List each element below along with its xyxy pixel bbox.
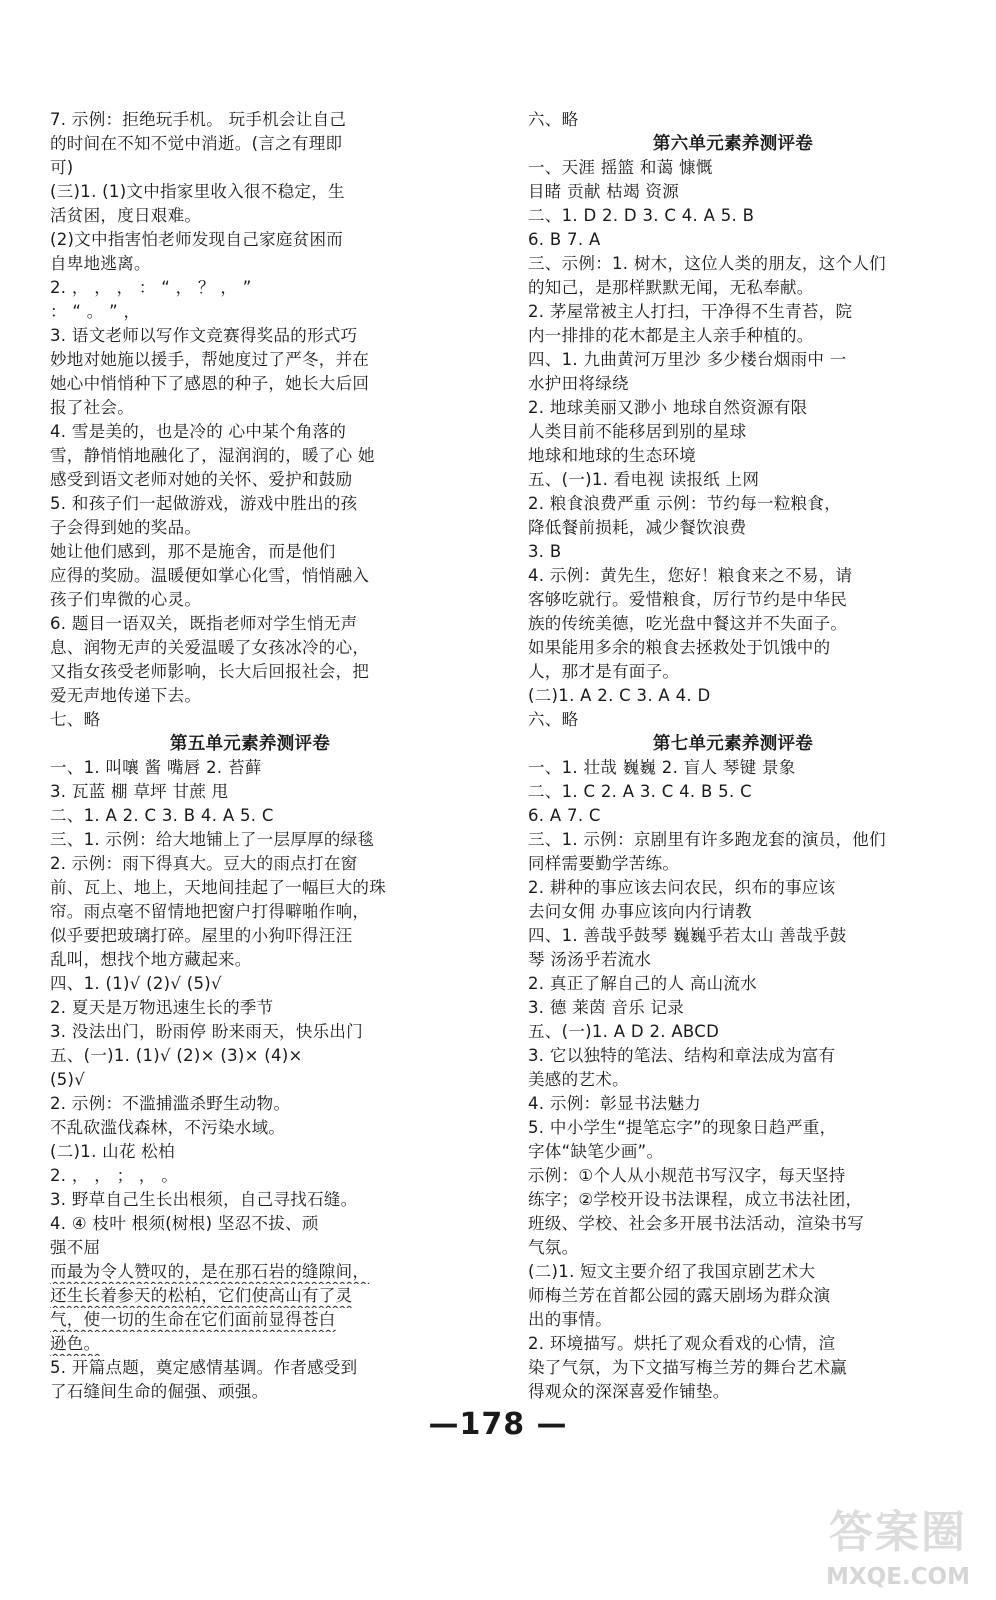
answer-line: 爱无声地传递下去。 bbox=[50, 686, 202, 705]
answer-line: 报了社会。 bbox=[50, 398, 134, 417]
answer-line: 似乎要把玻璃打碎。屋里的小狗吓得汪汪 bbox=[50, 926, 353, 945]
answer-line: (二)1. A 2. C 3. A 4. D bbox=[528, 686, 711, 705]
answer-line: 6. 题目一语双关，既指老师对学生悄无声 bbox=[50, 614, 358, 633]
answer-line: 2. 茅屋常被主人打扫，干净得不生青苔，院 bbox=[528, 302, 853, 321]
answer-line: 同样需要勤学苦练。 bbox=[528, 854, 680, 873]
answer-line: 二、1. D 2. D 3. C 4. A 5. B bbox=[528, 206, 755, 225]
answer-line: 降低餐前损耗，减少餐饮浪费 bbox=[528, 518, 747, 537]
answer-line: 她让他们感到，那不是施舍，而是他们 bbox=[50, 542, 336, 561]
answer-line: 二、1. A 2. C 3. B 4. A 5. C bbox=[50, 806, 274, 825]
answer-line: (二)1. 山花 松柏 bbox=[50, 1142, 175, 1161]
answer-line: 四、1. 九曲黄河万里沙 多少楼台烟雨中 一 bbox=[528, 350, 847, 369]
answer-line: 水护田将绿绕 bbox=[528, 374, 629, 393]
answer-line: 子会得到她的奖品。 bbox=[50, 518, 202, 537]
answer-line: 客够吃就行。爱惜粮食，厉行节约是中华民 bbox=[528, 590, 848, 609]
underlined-quote-line: 而最为令人赞叹的，是在那石岩的缝隙间， bbox=[50, 1262, 370, 1281]
answer-line: 染了气氛，为下文描写梅兰芳的舞台艺术赢 bbox=[528, 1358, 848, 1377]
answer-line: 乱叫，想找个地方藏起来。 bbox=[50, 950, 252, 969]
page-number: —178 — bbox=[428, 1407, 568, 1442]
section-heading-unit7: 第七单元素养测评卷 bbox=[652, 734, 814, 754]
answer-line: 人类目前不能移居到别的星球 bbox=[528, 422, 747, 441]
answer-line: 又指女孩受老师影响，长大后回报社会，把 bbox=[50, 662, 370, 681]
answer-line: 班级、学校、社会多开展书法活动，渲染书写 bbox=[528, 1214, 864, 1233]
answer-line: (三)1. (1)文中指家里收入很不稳定，生 bbox=[50, 182, 345, 201]
answer-line: 地球和地球的生态环境 bbox=[528, 446, 696, 465]
answer-line: 四、1. 善哉乎鼓琴 巍巍乎若太山 善哉乎鼓 bbox=[528, 926, 847, 945]
answer-line: 目睹 贡献 枯竭 资源 bbox=[528, 182, 680, 201]
answer-line: 琴 汤汤乎若流水 bbox=[528, 950, 652, 969]
answer-line: 息、润物无声的关爱温暖了女孩冰冷的心， bbox=[50, 638, 370, 657]
answer-line: 2. 真正了解自己的人 高山流水 bbox=[528, 974, 758, 993]
answer-line: 4. ④ 枝叶 根须(树根) 坚忍不拔、顽 bbox=[50, 1214, 319, 1233]
answer-line: 2. 地球美丽又渺小 地球自然资源有限 bbox=[528, 398, 808, 417]
answer-line: 前、瓦上、地上，天地间挂起了一幅巨大的珠 bbox=[50, 878, 386, 897]
watermark-logo bbox=[818, 1505, 978, 1593]
answer-line: 雪，静悄悄地融化了，湿润润的，暖了心 她 bbox=[50, 446, 375, 465]
answer-line: 六、略 bbox=[528, 710, 579, 729]
watermark-url: MXQE.COM bbox=[826, 1564, 970, 1590]
answer-line: 孩子们卑微的心灵。 bbox=[50, 590, 202, 609]
answer-line: 美感的艺术。 bbox=[528, 1070, 629, 1089]
answer-line: 得观众的深深喜爱作铺垫。 bbox=[528, 1382, 730, 1401]
answer-line: 2. ， ， ， ： “ ， ？ ， ” bbox=[50, 278, 252, 297]
answer-line: (5)√ bbox=[50, 1070, 86, 1089]
answer-line: 2. 示例：雨下得真大。豆大的雨点打在窗 bbox=[50, 854, 358, 873]
answer-line: 练字；②学校开设书法课程，成立书法社团， bbox=[528, 1190, 863, 1209]
answer-line: 2. 粮食浪费严重 示例：节约每一粒粮食， bbox=[528, 494, 842, 513]
answer-line: 六、略 bbox=[528, 110, 579, 129]
answer-line: 如果能用多余的粮食去拯救处于饥饿中的 bbox=[528, 638, 831, 657]
answer-line: 应得的奖励。温暖便如掌心化雪，悄悄融入 bbox=[50, 566, 370, 585]
answer-line: 不乱砍滥伐森林，不污染水域。 bbox=[50, 1118, 286, 1137]
answer-line: 3. 瓦蓝 棚 草坪 甘蔗 甩 bbox=[50, 782, 229, 801]
answer-line: 4. 雪是美的，也是冷的 心中某个角落的 bbox=[50, 422, 347, 441]
answer-line: 3. 它以独特的笔法、结构和章法成为富有 bbox=[528, 1046, 836, 1065]
answer-line: (二)1. 短文主要介绍了我国京剧艺术大 bbox=[528, 1262, 816, 1281]
answer-line: 5. 中小学生“提笔忘字”的现象日趋严重， bbox=[528, 1118, 837, 1137]
answer-line: 去问女佣 办事应该向内行请教 bbox=[528, 902, 752, 921]
answer-line: 活贫困，度日艰难。 bbox=[50, 206, 202, 225]
answer-line: 感受到语文老师对她的关怀、爱护和鼓励 bbox=[50, 470, 353, 489]
answer-line: 的知己，是那样默默无闻，无私奉献。 bbox=[528, 278, 814, 297]
answer-line: 内一排排的花木都是主人亲手种植的。 bbox=[528, 326, 814, 345]
answer-line: 2. 环境描写。烘托了观众看戏的心情，渲 bbox=[528, 1334, 836, 1353]
answer-column-right bbox=[528, 108, 938, 1404]
answer-line: 一、天涯 摇篮 和蔼 慷慨 bbox=[528, 158, 713, 177]
answer-line: 4. 示例：彰显书法魅力 bbox=[528, 1094, 702, 1113]
answer-line: 强不屈 bbox=[50, 1238, 101, 1257]
answer-line: 2. 夏天是万物迅速生长的季节 bbox=[50, 998, 274, 1017]
answer-line: 2. ， ， ； ， 。 bbox=[50, 1166, 179, 1185]
answer-line: 3. 野草自己生长出根须，自己寻找石缝。 bbox=[50, 1190, 358, 1209]
watermark-title: 答案圈 bbox=[829, 1507, 967, 1558]
answer-line: 2. 耕种的事应该去问农民，织布的事应该 bbox=[528, 878, 836, 897]
answer-line: 师梅兰芳在首都公园的露天剧场为群众演 bbox=[528, 1286, 831, 1305]
answer-line: 三、1. 示例：京剧里有许多跑龙套的演员，他们 bbox=[528, 830, 886, 849]
answer-line: 4. 示例：黄先生，您好！粮食来之不易，请 bbox=[528, 566, 853, 585]
underlined-quote-line: 气，使一切的生命在它们面前显得苍白 bbox=[50, 1310, 336, 1329]
answer-line: 3. 没法出门，盼雨停 盼来雨天，快乐出门 bbox=[50, 1022, 364, 1041]
answer-line: 帘。雨点毫不留情地把窗户打得噼啪作响， bbox=[50, 902, 370, 921]
answer-line: 可) bbox=[50, 158, 74, 177]
answer-line: 三、示例：1. 树木，这位人类的朋友，这个人们 bbox=[528, 254, 886, 273]
answer-line: 3. 语文老师以写作文竞赛得奖品的形式巧 bbox=[50, 326, 358, 345]
underlined-quote-line: 还生长着参天的松柏，它们使高山有了灵 bbox=[50, 1286, 353, 1305]
answer-line: 人，那才是有面子。 bbox=[528, 662, 680, 681]
answer-line: 气氛。 bbox=[528, 1238, 579, 1257]
answer-line: 五、(一)1. 看电视 读报纸 上网 bbox=[528, 470, 760, 489]
answer-line: 自卑地逃离。 bbox=[50, 254, 151, 273]
answer-line: 了石缝间生命的倔强、顽强。 bbox=[50, 1382, 269, 1401]
answer-line: 七、略 bbox=[50, 710, 101, 729]
answer-line: 5. 开篇点题，奠定感情基调。作者感受到 bbox=[50, 1358, 358, 1377]
answer-line: 五、(一)1. (1)√ (2)× (3)× (4)× bbox=[50, 1046, 303, 1065]
underlined-quote-line: 逊色。 bbox=[50, 1334, 101, 1353]
answer-column-left bbox=[50, 108, 450, 1404]
section-heading-unit6: 第六单元素养测评卷 bbox=[652, 134, 814, 154]
answer-line: 字体“缺笔少画”。 bbox=[528, 1142, 664, 1161]
answer-line: 的时间在不知不觉中消逝。(言之有理即 bbox=[50, 134, 343, 153]
answer-line: 出的事情。 bbox=[528, 1310, 612, 1329]
section-heading-unit5: 第五单元素养测评卷 bbox=[169, 734, 331, 754]
answer-line: (2)文中指害怕老师发现自己家庭贫困而 bbox=[50, 230, 344, 249]
answer-line: 族的传统美德，吃光盘中餐这并不失面子。 bbox=[528, 614, 848, 633]
answer-line: 7. 示例：拒绝玩手机。 玩手机会让自己 bbox=[50, 110, 347, 129]
answer-line: 二、1. C 2. A 3. C 4. B 5. C bbox=[528, 782, 752, 801]
answer-line: 5. 和孩子们一起做游戏，游戏中胜出的孩 bbox=[50, 494, 358, 513]
answer-line: 2. 示例：不滥捕滥杀野生动物。 bbox=[50, 1094, 291, 1113]
answer-line: 3. B bbox=[528, 542, 562, 561]
answer-line: 一、1. 叫嚷 酱 嘴唇 2. 苔藓 bbox=[50, 758, 262, 777]
answer-line: 一、1. 壮哉 巍巍 2. 盲人 琴键 景象 bbox=[528, 758, 796, 777]
answer-line: 三、1. 示例：给大地铺上了一层厚厚的绿毯 bbox=[50, 830, 375, 849]
answer-line: 妙地对她施以援手，帮她度过了严冬，并在 bbox=[50, 350, 370, 369]
answer-line: 四、1. (1)√ (2)√ (5)√ bbox=[50, 974, 222, 993]
answer-line: 五、(一)1. A D 2. ABCD bbox=[528, 1022, 720, 1041]
answer-line: 3. 德 莱茵 音乐 记录 bbox=[528, 998, 685, 1017]
answer-line: 示例：①个人从小规范书写汉字，每天坚持 bbox=[528, 1166, 846, 1185]
answer-line: 6. A 7. C bbox=[528, 806, 601, 825]
answer-line: ： “ 。 ” ， bbox=[50, 302, 141, 321]
answer-line: 6. B 7. A bbox=[528, 230, 601, 249]
answer-line: 她心中悄悄种下了感恩的种子，她长大后回 bbox=[50, 374, 370, 393]
